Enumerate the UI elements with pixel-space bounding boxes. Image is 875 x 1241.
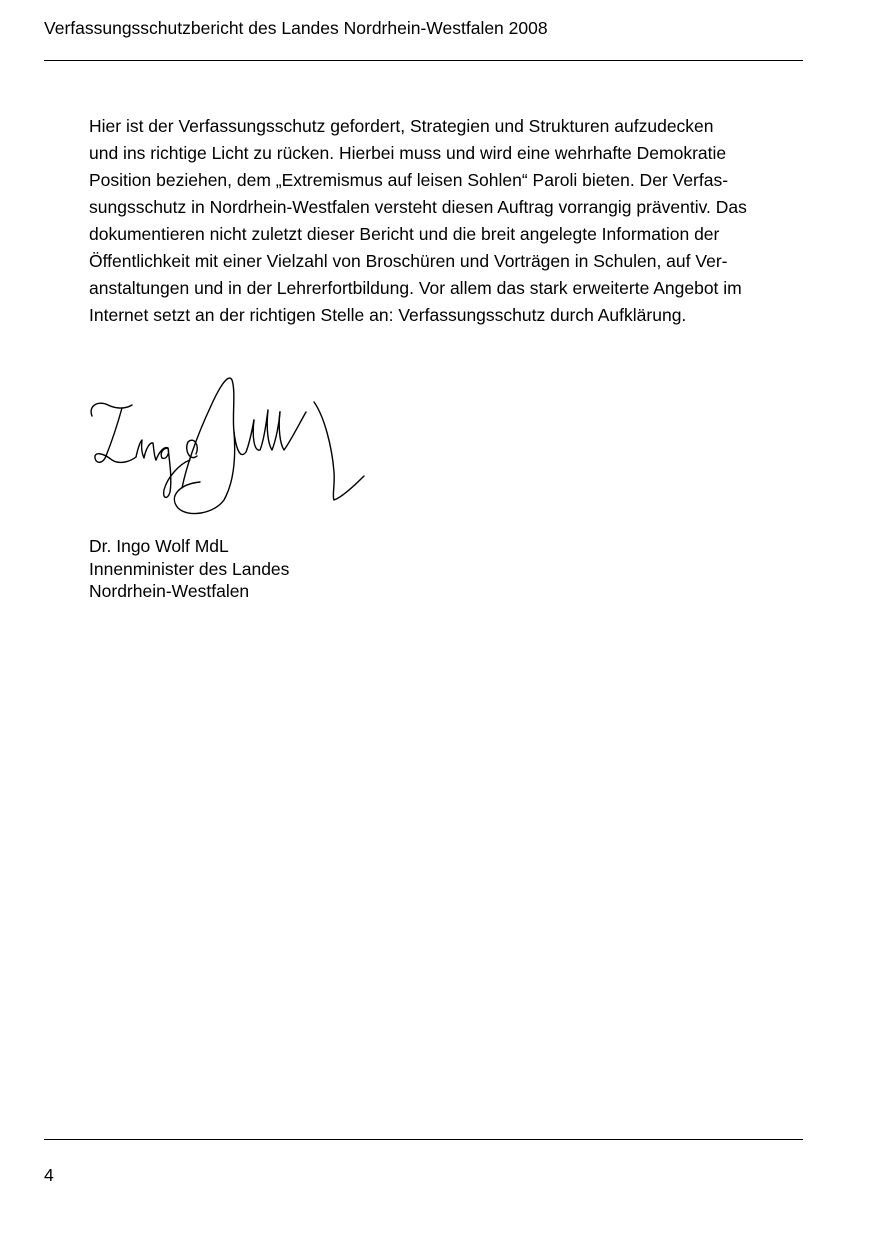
paragraph-line: anstaltungen und in der Lehrerfortbildung. Vor allem das stark erweiterte Angebot im	[89, 278, 742, 298]
signatory-state: Nordrhein-Westfalen	[89, 581, 250, 601]
running-header: Verfassungsschutzbericht des Landes Nordrhein-Westfalen 2008	[44, 18, 548, 38]
footer-rule	[44, 1139, 803, 1140]
signatory-name: Dr. Ingo Wolf MdL	[89, 536, 229, 556]
signatory-block	[89, 535, 289, 603]
paragraph-line: Internet setzt an der richtigen Stelle an: Verfassungsschutz durch Aufklärung.	[89, 305, 687, 325]
paragraph-line: dokumentieren nicht zuletzt dieser Bericht und die breit angelegte Information der	[89, 224, 720, 244]
header-rule	[44, 60, 803, 61]
paragraph-line: Hier ist der Verfassungsschutz gefordert, Strategien und Strukturen aufzudecken	[89, 116, 714, 136]
signatory-role: Innenminister des Landes	[89, 558, 290, 579]
paragraph-line: Öffentlichkeit mit einer Vielzahl von Broschüren und Vorträgen in Schulen, auf Ver-	[89, 251, 728, 271]
body-paragraph	[89, 113, 809, 329]
handwritten-signature	[84, 368, 374, 523]
page-number: 4	[44, 1165, 54, 1185]
paragraph-line: sungsschutz in Nordrhein-Westfalen versteht diesen Auftrag vorrangig präventiv. Das	[89, 197, 747, 217]
paragraph-line: Position beziehen, dem „Extremismus auf leisen Sohlen“ Paroli bieten. Der Verfas-	[89, 170, 729, 190]
paragraph-line: und ins richtige Licht zu rücken. Hierbei muss und wird eine wehrhafte Demokratie	[89, 143, 727, 163]
